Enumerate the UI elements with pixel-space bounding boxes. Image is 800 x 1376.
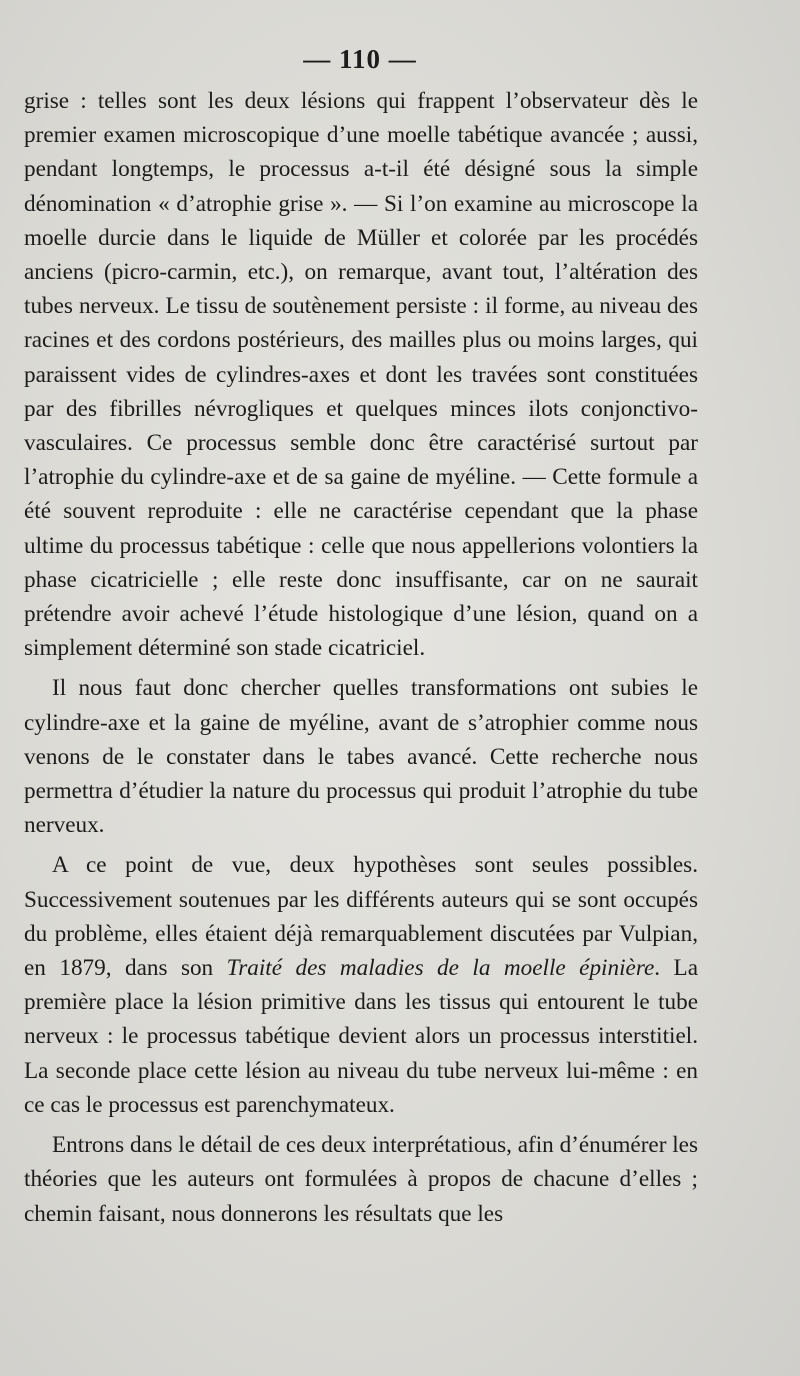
paragraph-2-text: Il nous faut donc chercher quelles transformations ont subies le cylindre-axe et la gaine de myéline, avant de s’atrophier comme nous venons de le constater dans le tabes avancé. Cette recherche nous permettra d’étudier la nature du processus qui produit l’atrophie du tube nerveux.: [24, 675, 698, 839]
body-text: [24, 84, 698, 1231]
page-number: — 110 —: [303, 44, 417, 74]
paragraph-3-text-b: . La première place la lésion primitive dans les tissus qui entourent le tube nerveux : le processus tabétique devient alors un processus interstitiel. La seconde place cette lésion au niveau du tube nerveux lui-même : en ce cas le processus est parenchymateux.: [24, 955, 698, 1118]
paragraph-4: [24, 1128, 698, 1231]
paragraph-1-text: grise : telles sont les deux lésions qui frappent l’observateur dès le premier examen microscopique d’une moelle tabétique avancée ; aussi, pendant longtemps, le processus a-t-il été désigné sous la simple dénomination « d’atrophie grise ». — Si l’on examine au microscope la moelle durcie dans le liquide de Müller et colorée par les procédés anciens (picro-carmin, etc.), on remarque, avant tout, l’altération des tubes nerveux. Le tissu de soutènement persiste : il forme, au niveau des racines et des cordons postérieurs, des mailles plus ou moins larges, qui paraissent vides de cylindres-axes et dont les travées sont constituées par des fibrilles névrogliques et quelques minces ilots conjonctivo-vasculaires. Ce processus semble donc être caractérisé surtout par l’atrophie du cylindre-axe et de sa gaine de myéline. — Cette formule a été souvent reproduite : elle ne caractérise cependant que la phase ultime du processus tabétique : celle que nous appellerions volontiers la phase cicatricielle ; elle reste donc insuffisante, car on ne saurait prétendre avoir achevé l’étude histologique d’une lésion, quand on a simplement déterminé son stade cicatriciel.: [24, 88, 698, 662]
paragraph-2: [24, 671, 698, 842]
paragraph-3: [24, 848, 698, 1122]
paragraph-3-text-a: A ce point de vue, deux hypothèses sont seules possibles. Successivement soutenues par les différents auteurs qui se sont occupés du problème, elles étaient déjà remarquablement discutées par Vulpian, en 1879, dans son: [24, 852, 698, 982]
paragraph-1: [24, 84, 698, 665]
paragraph-4-text: Entrons dans le détail de ces deux interprétatious, afin d’énumérer les théories que les auteurs ont formulées à propos de chacune d’elles ; chemin faisant, nous donnerons les résultats que les: [24, 1132, 698, 1227]
book-title-italic: Traité des maladies de la moelle épinière: [226, 955, 655, 982]
